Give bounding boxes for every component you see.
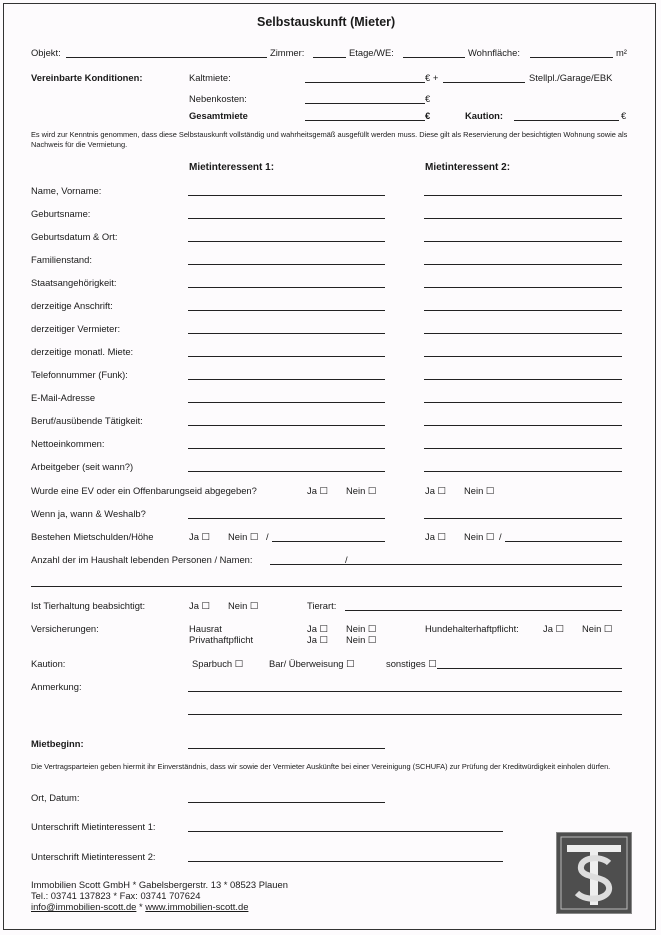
applicant-2-field[interactable] — [424, 448, 622, 449]
tierhaltung-label: Ist Tierhaltung beabsichtigt: — [31, 600, 146, 611]
field-label: Nettoeinkommen: — [31, 438, 105, 449]
privathaft-label: Privathaftpflicht — [189, 634, 254, 645]
kaution-bar[interactable]: Bar/ Überweisung ☐ — [269, 658, 355, 669]
signature-1-field[interactable] — [188, 831, 503, 832]
mietbeginn-label: Mietbeginn: — [31, 738, 84, 749]
applicant-1-field[interactable] — [188, 264, 385, 265]
signature-2-field[interactable] — [188, 861, 503, 862]
ev-ja-1[interactable]: Ja ☐ — [307, 485, 328, 496]
ev-question: Wurde eine EV oder ein Offenbarungseid abgegeben? — [31, 485, 257, 496]
ort-datum-field[interactable] — [188, 802, 385, 803]
field-label: Arbeitgeber (seit wann?) — [31, 461, 134, 472]
applicant-1-field[interactable] — [188, 333, 385, 334]
etage-field[interactable] — [403, 57, 465, 58]
footer-address: Immobilien Scott GmbH * Gabelsbergerstr. 13 * 08523 Plauen — [31, 879, 288, 890]
euro-nebenkosten: € — [425, 93, 431, 104]
nebenkosten-label: Nebenkosten: — [189, 93, 247, 104]
applicant-2-field[interactable] — [424, 287, 622, 288]
wenn-ja-field-1[interactable] — [188, 518, 385, 519]
form-title: Selbstauskunft (Mieter) — [257, 15, 396, 29]
website-link[interactable]: www.immobilien-scott.de — [145, 901, 249, 912]
etage-label: Etage/WE: — [349, 47, 394, 58]
objekt-field[interactable] — [66, 57, 267, 58]
field-label: Staatsangehörigkeit: — [31, 277, 117, 288]
consent-text: Die Vertragsparteien geben hiermit ihr Einverständnis, dass wir sowie der Vermieter Auskünfte bei einer Vereinigung (SCHUFA) zur Prüfung der Kreditwürdigkeit einholen dürfen. — [31, 762, 611, 771]
intro-text: Es wird zur Kenntnis genommen, dass diese Selbstauskunft vollständig und wahrheitsgemäß ausgefüllt werden muss. Diese gilt als Reservierung der besichtigten Wohnung sowie als Nachweis für die Vermietung. — [31, 130, 628, 149]
wenn-ja-field-2[interactable] — [424, 518, 622, 519]
kaution-section-label: Kaution: — [31, 658, 66, 669]
applicant-2-field[interactable] — [424, 333, 622, 334]
euro-gesamtmiete: € — [425, 110, 431, 121]
hausrat-label: Hausrat — [189, 623, 222, 634]
applicant-2-field[interactable] — [424, 402, 622, 403]
field-label: Geburtsname: — [31, 208, 91, 219]
applicant-2-field[interactable] — [424, 241, 622, 242]
euro-kaution: € — [621, 110, 627, 121]
gesamtmiete-label: Gesamtmiete — [189, 110, 248, 121]
anmerkung-field-2[interactable] — [188, 714, 622, 715]
hundehalter-ja[interactable]: Ja ☐ — [543, 623, 564, 634]
kaution-sonstiges[interactable]: sonstiges ☐ — [386, 658, 437, 669]
field-label: derzeitiger Vermieter: — [31, 323, 121, 334]
field-label: Beruf/ausübende Tätigkeit: — [31, 415, 143, 426]
field-label: Telefonnummer (Funk): — [31, 369, 128, 380]
signature-2-label: Unterschrift Mietinteressent 2: — [31, 851, 156, 862]
tierart-field[interactable] — [345, 610, 622, 611]
applicant-2-field[interactable] — [424, 264, 622, 265]
applicant-1-field[interactable] — [188, 425, 385, 426]
kaution-field[interactable] — [514, 120, 619, 121]
field-label: Geburtsdatum & Ort: — [31, 231, 118, 242]
tierhaltung-nein[interactable]: Nein ☐ — [228, 600, 259, 611]
mietbeginn-field[interactable] — [188, 748, 385, 749]
privathaft-nein[interactable]: Nein ☐ — [346, 634, 377, 645]
column-1-header: Mietinteressent 1: — [189, 162, 275, 173]
column-2-header: Mietinteressent 2: — [425, 162, 511, 173]
versicherungen-label: Versicherungen: — [31, 623, 99, 634]
wohnflaeche-label: Wohnfläche: — [468, 47, 520, 58]
gesamtmiete-field[interactable] — [305, 120, 425, 121]
applicant-2-field[interactable] — [424, 471, 622, 472]
wohnflaeche-field[interactable] — [530, 57, 613, 58]
footer-phone: Tel.: 03741 137823 * Fax: 03741 707624 — [31, 890, 201, 901]
mietschulden-slash-2: / — [499, 531, 502, 542]
mietschulden-slash-1: / — [266, 531, 269, 542]
objekt-label: Objekt: — [31, 47, 61, 58]
mietschulden-nein-2[interactable]: Nein ☐ — [464, 531, 495, 542]
mietschulden-ja-1[interactable]: Ja ☐ — [189, 531, 210, 542]
field-label: derzeitige Anschrift: — [31, 300, 113, 311]
applicant-1-field[interactable] — [188, 218, 385, 219]
footer-links — [31, 902, 248, 911]
anmerkung-label: Anmerkung: — [31, 681, 82, 692]
mietschulden-nein-1[interactable]: Nein ☐ — [228, 531, 259, 542]
zimmer-label: Zimmer: — [270, 47, 305, 58]
footer-separator: * — [136, 901, 146, 912]
stellplatz-label: Stellpl./Garage/EBK — [529, 72, 613, 83]
stellplatz-field[interactable] — [443, 82, 525, 83]
haushalt-field[interactable] — [270, 564, 622, 565]
applicant-1-field[interactable] — [188, 402, 385, 403]
hausrat-ja[interactable]: Ja ☐ — [307, 623, 328, 634]
ev-nein-1[interactable]: Nein ☐ — [346, 485, 377, 496]
haushalt-field-2[interactable] — [31, 586, 622, 587]
nebenkosten-field[interactable] — [305, 103, 425, 104]
kaution-sparbuch[interactable]: Sparbuch ☐ — [192, 658, 244, 669]
haushalt-slash: / — [345, 554, 348, 565]
applicant-2-field[interactable] — [424, 218, 622, 219]
haushalt-label: Anzahl der im Haushalt lebenden Personen / Namen: — [31, 554, 253, 565]
company-logo — [556, 832, 632, 914]
applicant-2-field[interactable] — [424, 356, 622, 357]
applicant-1-field[interactable] — [188, 471, 385, 472]
signature-1-label: Unterschrift Mietinteressent 1: — [31, 821, 156, 832]
mietschulden-ja-2[interactable]: Ja ☐ — [425, 531, 446, 542]
konditionen-label: Vereinbarte Konditionen: — [31, 72, 143, 83]
field-label: derzeitige monatl. Miete: — [31, 346, 134, 357]
ts-monogram-icon — [557, 833, 631, 913]
applicant-1-field[interactable] — [188, 241, 385, 242]
tierhaltung-ja[interactable]: Ja ☐ — [189, 600, 210, 611]
mietschulden-label: Bestehen Mietschulden/Höhe — [31, 531, 154, 542]
applicant-2-field[interactable] — [424, 310, 622, 311]
mietschulden-field-2[interactable] — [505, 541, 622, 542]
tierart-label: Tierart: — [307, 600, 337, 611]
privathaft-ja[interactable]: Ja ☐ — [307, 634, 328, 645]
mietschulden-field-1[interactable] — [272, 541, 385, 542]
hundehalter-label: Hundehalterhaftpflicht: — [425, 623, 519, 634]
applicant-2-field[interactable] — [424, 195, 622, 196]
applicant-2-field[interactable] — [424, 425, 622, 426]
applicant-1-field[interactable] — [188, 379, 385, 380]
hundehalter-nein[interactable]: Nein ☐ — [582, 623, 613, 634]
kaution-sonstiges-field[interactable] — [437, 668, 622, 669]
ort-datum-label: Ort, Datum: — [31, 792, 80, 803]
kaution-label: Kaution: — [465, 110, 504, 121]
applicant-1-field[interactable] — [188, 448, 385, 449]
kaltmiete-label: Kaltmiete: — [189, 72, 231, 83]
kaltmiete-field[interactable] — [305, 82, 425, 83]
anmerkung-field-1[interactable] — [188, 691, 622, 692]
applicant-1-field[interactable] — [188, 310, 385, 311]
zimmer-field[interactable] — [313, 57, 346, 58]
ev-ja-2[interactable]: Ja ☐ — [425, 485, 446, 496]
email-link[interactable]: info@immobilien-scott.de — [31, 901, 137, 912]
field-label: Familienstand: — [31, 254, 92, 265]
wenn-ja-label: Wenn ja, wann & Weshalb? — [31, 508, 146, 519]
field-label: E-Mail-Adresse — [31, 392, 96, 403]
applicant-1-field[interactable] — [188, 356, 385, 357]
applicant-1-field[interactable] — [188, 287, 385, 288]
applicant-1-field[interactable] — [188, 195, 385, 196]
hausrat-nein[interactable]: Nein ☐ — [346, 623, 377, 634]
applicant-2-field[interactable] — [424, 379, 622, 380]
euro-plus: € + — [425, 72, 439, 83]
ev-nein-2[interactable]: Nein ☐ — [464, 485, 495, 496]
field-label: Name, Vorname: — [31, 185, 102, 196]
m2-unit: m² — [616, 47, 627, 58]
